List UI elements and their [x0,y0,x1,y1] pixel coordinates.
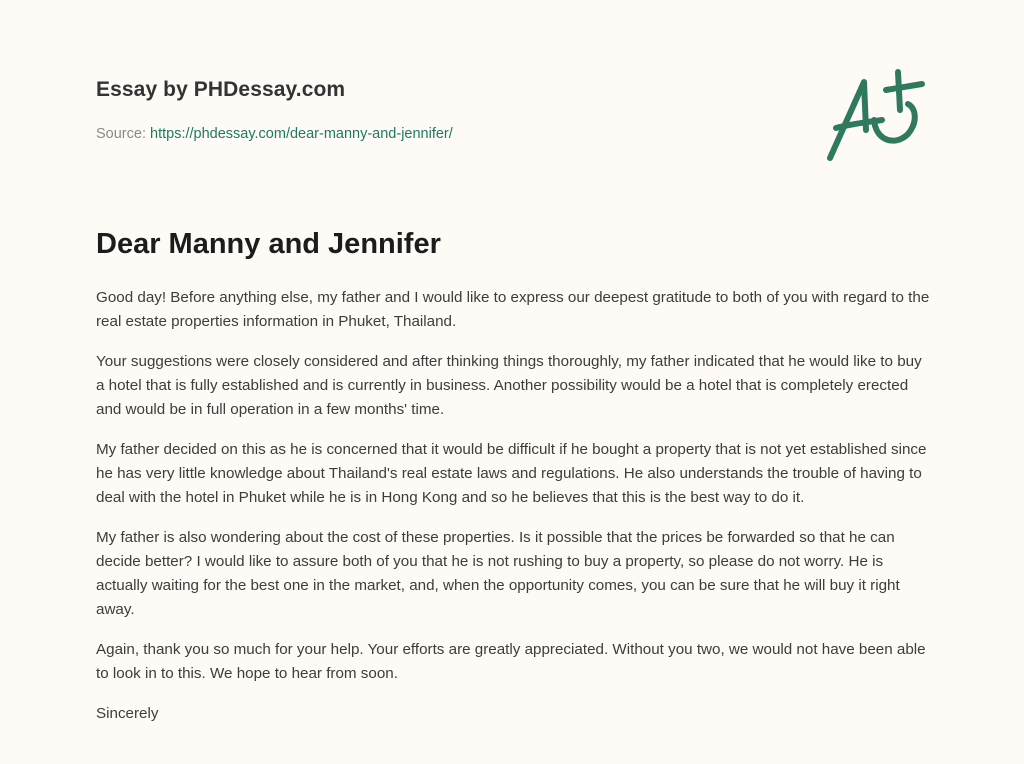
essay-paragraph: My father decided on this as he is concerned that it would be difficult if he bought a property that is not yet established since he has very little knowledge about Thailand's real estate laws and regulations. He also understands the trouble of having to deal with the hotel in Phuket while he is in Hong Kong and so he believes that this is the best way to do it. [96,441,927,506]
essay-paragraph: Good day! Before anything else, my father and I would like to express our deepest gratitude to both of you with regard to the real estate properties information in Phuket, Thailand. [96,289,930,330]
page-header [96,76,453,144]
essay-closing: Sincerely [96,705,159,722]
source-label: Source: [96,126,146,142]
essay-title: Dear Manny and Jennifer [96,228,441,260]
essay-paragraph: Your suggestions were closely considered and after thinking things thoroughly, my father indicated that he would like to buy a hotel that is fully established and is currently in business. Another possibility would be a hotel that is completely erected and would be in full operation in a few months' time. [96,353,922,418]
essay-paragraph: My father is also wondering about the cost of these properties. Is it possible that the prices be forwarded so that he can decide better? I would like to assure both of you that he is not rushing to buy a property, so please do not worry. He is actually waiting for the best one in the market, and, when the opportunity comes, you can be sure that he will buy it right away. [96,529,900,618]
source-line [96,124,453,144]
essay-paragraph: Again, thank you so much for your help. Your efforts are greatly appreciated. Without you two, we would not have been able to look in to this. We hope to hear from soon. [96,641,926,682]
a-plus-grade-icon [820,64,930,168]
site-title: Essay by PHDessay.com [96,78,346,101]
source-link[interactable]: https://phdessay.com/dear-manny-and-jennifer/ [150,126,453,142]
essay-content [96,224,932,742]
